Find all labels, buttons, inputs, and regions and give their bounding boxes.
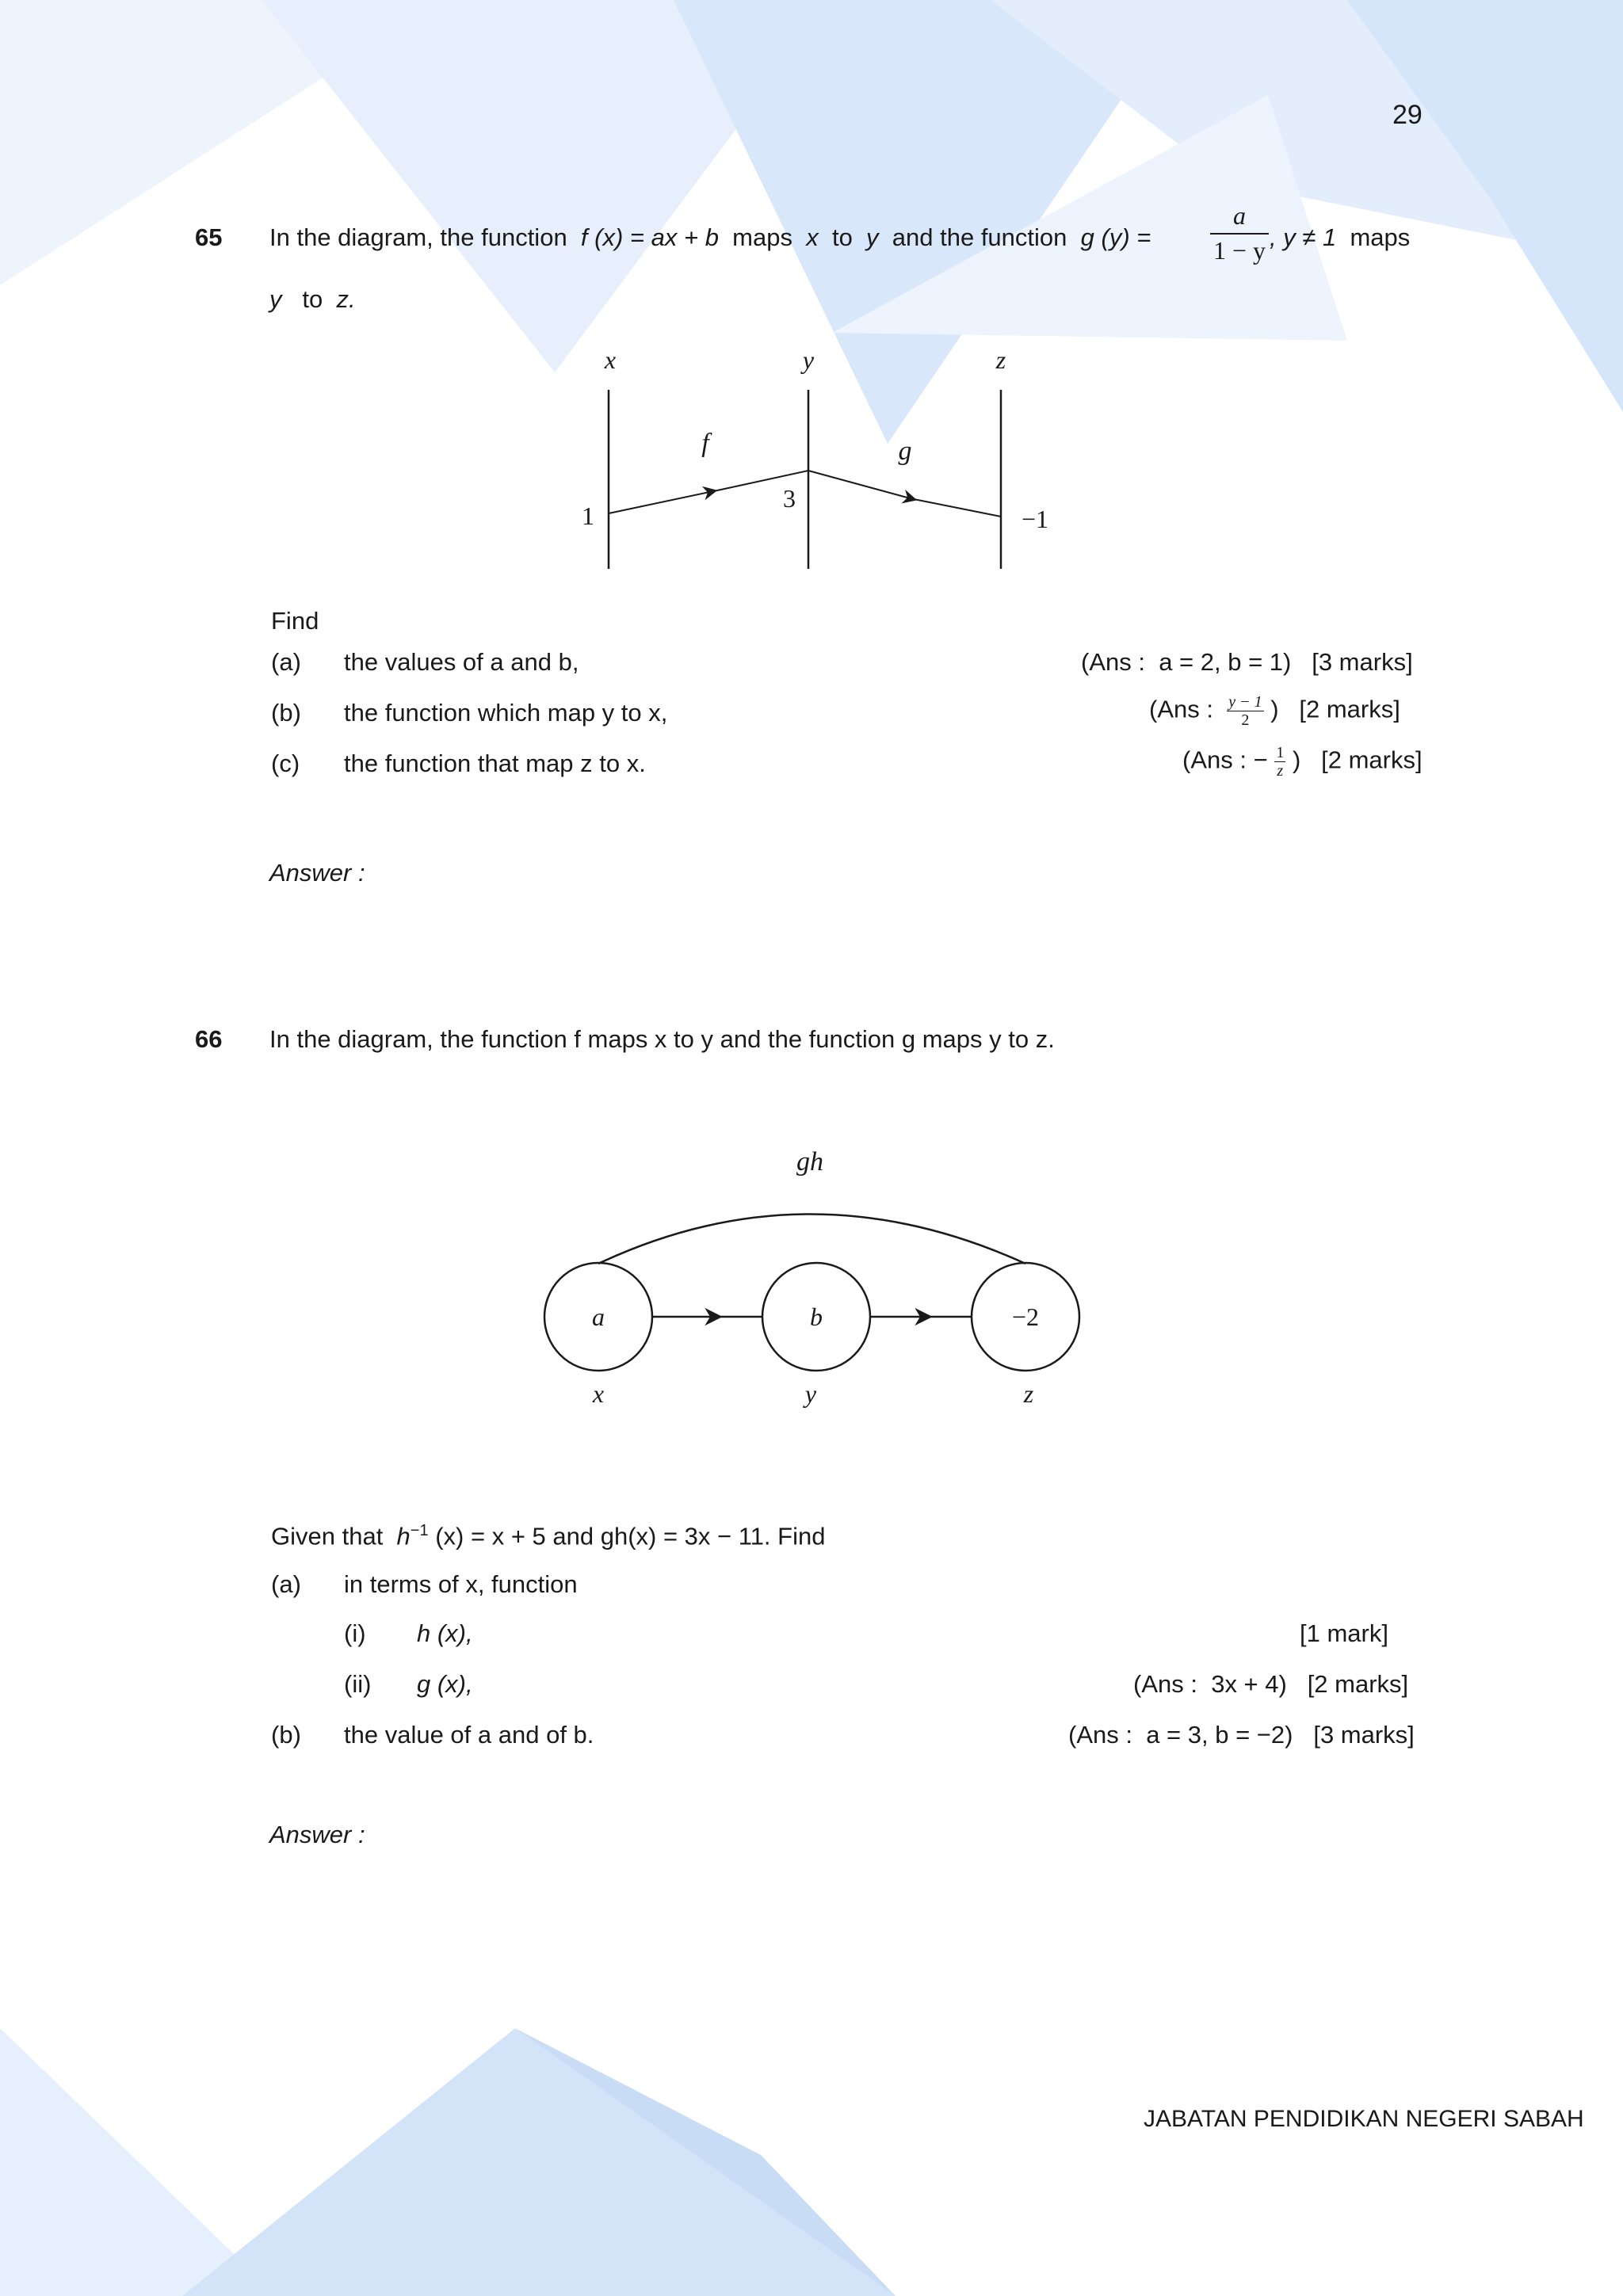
- marks: [3 marks]: [1313, 1721, 1415, 1749]
- diagram-label-y: y: [802, 345, 815, 374]
- ans-value: a = 2, b = 1): [1159, 648, 1292, 676]
- arrow-g-head: [808, 471, 913, 499]
- q65-and: and the function: [892, 223, 1067, 251]
- frac-numerator: 1: [1276, 744, 1285, 761]
- q66-arrow-diagram: [523, 1141, 1109, 1426]
- q65-find: Find: [271, 607, 319, 635]
- q65-line2-y: y: [269, 285, 282, 313]
- given-prefix: Given that: [271, 1522, 384, 1550]
- q65-maps-1: maps: [732, 223, 792, 251]
- ans-open: (Ans :: [1081, 648, 1145, 676]
- ans-fraction: [1227, 694, 1263, 728]
- q65-mapping-diagram: [555, 341, 1078, 578]
- ans-open: (Ans :: [1149, 695, 1213, 723]
- fraction-a-over-1-minus-y: [1210, 203, 1269, 263]
- q66-subpart-ii-label: (ii): [344, 1670, 372, 1698]
- node-label-b: b: [810, 1302, 823, 1331]
- q65-intro-line-2: [269, 287, 356, 311]
- q65-answer-label: Answer :: [269, 859, 365, 887]
- ans-value: 3x + 4): [1211, 1670, 1287, 1698]
- q65-part-a-label: (a): [271, 648, 301, 676]
- diagram-value-minus-1: −1: [1021, 505, 1049, 533]
- ans-open: (Ans : −: [1182, 746, 1268, 774]
- q65-part-b-text: the function which map y to x,: [344, 699, 668, 727]
- q66-subpart-i-label: (i): [344, 1619, 366, 1647]
- set-label-y: y: [804, 1379, 817, 1408]
- q65-part-a-text: the values of a and b,: [344, 648, 579, 676]
- frac-numerator: a: [1210, 203, 1269, 235]
- q66-given: [271, 1523, 825, 1548]
- q65-y: y: [866, 223, 879, 251]
- set-label-z: z: [1023, 1379, 1034, 1408]
- q65-part-c-text: the function that map z to x.: [344, 749, 646, 777]
- footer-department: JABATAN PENDIDIKAN NEGERI SABAH: [1144, 2106, 1584, 2132]
- q66-subpart-ii-answer: [1133, 1672, 1408, 1696]
- arrow-g-tail: [910, 498, 1001, 517]
- q65-condition: , y ≠ 1: [1270, 223, 1337, 251]
- q66-intro: In the diagram, the function f maps x to y and the function g maps y to z.: [269, 1025, 1055, 1053]
- marks: [2 marks]: [1307, 1670, 1409, 1698]
- frac-numerator: y − 1: [1228, 693, 1262, 711]
- ans-fraction: [1274, 745, 1285, 779]
- q65-part-c-label: (c): [271, 749, 300, 777]
- q66-subpart-i-text: h (x),: [417, 1619, 473, 1647]
- frac-denominator: z: [1277, 762, 1284, 780]
- q65-line2-z: z.: [336, 285, 356, 313]
- question-number-66: 66: [195, 1025, 223, 1053]
- gh-curve: [598, 1215, 1025, 1264]
- q65-to-1: to: [831, 223, 853, 251]
- marks: [2 marks]: [1299, 695, 1400, 723]
- ans-close: ): [1270, 695, 1279, 723]
- q65-part-b-label: (b): [271, 699, 301, 727]
- frac-denominator: 2: [1241, 711, 1250, 729]
- q66-part-a-text: in terms of x, function: [344, 1570, 578, 1598]
- q65-intro-text: In the diagram, the function: [269, 223, 567, 251]
- q66-subpart-ii-text: g (x),: [417, 1670, 473, 1698]
- given-rest: (x) = x + 5 and gh(x) = 3x − 11. Find: [435, 1522, 826, 1550]
- node-label-minus-2: −2: [1011, 1302, 1040, 1331]
- q65-f-expression: f (x) = ax + b: [580, 223, 719, 251]
- diagram-label-x: x: [604, 345, 617, 374]
- q65-part-a-answer: [1081, 650, 1413, 674]
- diagram-label-f: f: [701, 429, 709, 458]
- diagram-value-3: 3: [783, 484, 796, 513]
- diagram-label-z: z: [995, 345, 1006, 374]
- ans-close: ): [1292, 746, 1301, 774]
- arrow-f-head: [609, 491, 713, 513]
- q65-line2-to: to: [302, 285, 323, 313]
- q65-maps-2: maps: [1350, 223, 1411, 251]
- q65-g-condition: [1270, 225, 1410, 250]
- q65-x: x: [806, 223, 819, 251]
- set-label-x: x: [592, 1379, 605, 1408]
- q66-subpart-i-marks: [1 mark]: [1300, 1619, 1388, 1647]
- diagram-label-gh: gh: [796, 1147, 823, 1177]
- q65-g-fraction: [1210, 203, 1269, 263]
- marks: [2 marks]: [1321, 746, 1423, 774]
- h-inverse-superscript: −1: [410, 1522, 429, 1539]
- ans-open: (Ans :: [1068, 1721, 1132, 1749]
- q66-part-b-label: (b): [271, 1721, 301, 1749]
- q66-part-b-answer: [1068, 1722, 1415, 1747]
- q65-part-b-answer: [1149, 694, 1400, 728]
- q65-g-lhs: g (y) =: [1080, 223, 1151, 251]
- q66-answer-label: Answer :: [269, 1821, 365, 1848]
- ans-value: a = 3, b = −2): [1146, 1721, 1293, 1749]
- q65-part-c-answer: [1182, 745, 1423, 779]
- marks: [3 marks]: [1312, 648, 1413, 676]
- h-inverse: h: [396, 1522, 411, 1550]
- page-number: 29: [1392, 100, 1423, 130]
- q66-part-a-label: (a): [271, 1570, 301, 1598]
- question-number-65: 65: [195, 223, 223, 251]
- diagram-label-g: g: [898, 437, 912, 466]
- q66-part-b-text: the value of a and of b.: [344, 1721, 594, 1749]
- diagram-value-1: 1: [582, 502, 594, 530]
- frac-denominator: 1 − y: [1213, 236, 1266, 265]
- q65-intro-line-1: [269, 225, 1151, 250]
- node-label-a: a: [592, 1302, 605, 1331]
- ans-open: (Ans :: [1133, 1670, 1197, 1698]
